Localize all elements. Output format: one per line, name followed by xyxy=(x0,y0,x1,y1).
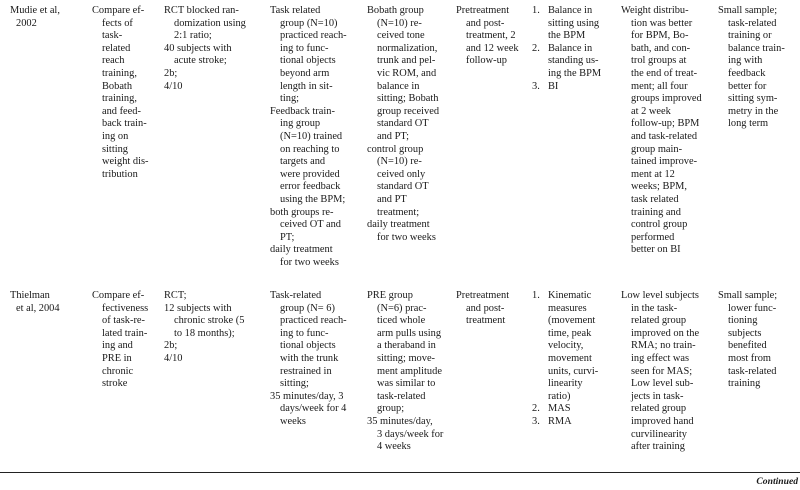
results-line: RMA; no train- xyxy=(631,340,696,352)
measure-item xyxy=(532,5,601,43)
measure-line: units, curvi- xyxy=(548,365,599,377)
comments-line: benefited xyxy=(728,340,767,352)
experimental-line: tional objects xyxy=(280,55,336,67)
experimental-block xyxy=(270,244,347,269)
design-cell xyxy=(164,5,246,93)
purpose-line: ing on xyxy=(102,130,129,142)
control-line: normalization, xyxy=(377,42,438,54)
design-line: 2:1 ratio; xyxy=(174,30,212,42)
experimental-block xyxy=(270,5,347,106)
results-line: tained improve- xyxy=(631,156,698,168)
results-line: and task-related xyxy=(631,130,698,142)
comments-line: sitting sym- xyxy=(728,93,778,105)
control-cell xyxy=(367,5,439,244)
measure-line: time, peak xyxy=(548,327,592,339)
measures-list xyxy=(532,5,601,93)
design-line: domization using xyxy=(174,17,246,29)
comments-line: subjects xyxy=(728,327,762,339)
comments-line: training xyxy=(728,378,761,390)
design-block xyxy=(164,5,246,43)
experimental-cell xyxy=(270,290,347,429)
comments-cell xyxy=(718,290,777,391)
measure-number: 3. xyxy=(532,415,540,427)
comments-line: balance train- xyxy=(728,42,785,54)
results-line: in the task- xyxy=(631,302,678,314)
results-cell xyxy=(621,5,702,257)
experimental-line: sitting; xyxy=(280,378,309,390)
experimental-line: both groups re- xyxy=(270,206,334,218)
design-block xyxy=(164,353,244,366)
results-line: Low level sub- xyxy=(631,378,694,390)
results-line: related group xyxy=(631,403,687,415)
study-line: et al, 2004 xyxy=(16,302,60,314)
study-cell xyxy=(10,290,60,315)
experimental-line: were provided xyxy=(280,168,340,180)
results-line: ment; all four xyxy=(631,80,688,92)
comments-line: ing with xyxy=(728,55,763,67)
study-line: 2002 xyxy=(16,17,37,29)
experimental-line: ing to func- xyxy=(280,42,329,54)
experimental-line: group (N= 6) xyxy=(280,302,335,314)
bottom-rule xyxy=(0,472,800,473)
results-line: Weight distribu- xyxy=(621,5,689,16)
experimental-line: error feedback xyxy=(280,181,341,193)
experimental-line: Feedback train- xyxy=(270,105,335,117)
experimental-line: weeks xyxy=(280,415,306,427)
purpose-line: chronic xyxy=(102,365,134,377)
experimental-line: tional objects xyxy=(280,340,336,352)
experimental-line: with the trunk xyxy=(280,352,339,364)
control-line: 4 weeks xyxy=(377,441,411,453)
control-line: 35 minutes/day, xyxy=(367,415,433,427)
measure-item xyxy=(532,403,598,416)
control-line: for two weeks xyxy=(377,231,436,243)
measure-line: BI xyxy=(548,80,559,92)
assessment-line: treatment xyxy=(466,315,506,327)
design-block xyxy=(164,68,246,81)
results-line: curvilinearity xyxy=(631,428,687,440)
experimental-block xyxy=(270,290,347,391)
control-line: ticed whole xyxy=(377,315,426,327)
measures-cell xyxy=(532,5,601,93)
measure-line: Kinematic xyxy=(548,290,592,301)
experimental-cell xyxy=(270,5,347,269)
measure-item xyxy=(532,290,598,403)
results-line: ment at 12 xyxy=(631,168,675,180)
comments-cell xyxy=(718,5,785,131)
study-line: Thielman xyxy=(10,290,50,301)
results-line: weeks; BPM, xyxy=(631,181,687,193)
control-line: group received xyxy=(377,105,440,117)
experimental-line: for two weeks xyxy=(280,256,339,268)
measure-number: 2. xyxy=(532,403,540,415)
control-block xyxy=(367,416,443,454)
experimental-line: days/week for 4 xyxy=(280,403,347,415)
comments-line: better for xyxy=(728,80,767,92)
control-block xyxy=(367,144,439,220)
results-line: after training xyxy=(631,441,685,453)
comments-line: most from xyxy=(728,352,772,364)
purpose-line: tribution xyxy=(102,168,138,180)
design-line: RCT; xyxy=(164,290,187,301)
results-line: bath, and con- xyxy=(631,42,691,54)
design-line: 2b; xyxy=(164,67,178,79)
measure-number: 3. xyxy=(532,80,540,92)
control-line: ment amplitude xyxy=(377,365,442,377)
purpose-line: related xyxy=(102,42,131,54)
purpose-line: weight dis- xyxy=(102,156,149,168)
control-block xyxy=(367,5,439,144)
assessment-line: follow-up xyxy=(466,55,507,67)
results-line: ing effect was xyxy=(631,352,690,364)
results-line: tion was better xyxy=(631,17,693,29)
experimental-line: daily treatment xyxy=(270,244,333,256)
experimental-line: practiced reach- xyxy=(280,315,347,327)
measure-line: ratio) xyxy=(548,390,571,402)
purpose-line: ing and xyxy=(102,340,133,352)
purpose-line: and feed- xyxy=(102,105,141,117)
control-line: daily treatment xyxy=(367,219,430,231)
experimental-line: Task related xyxy=(270,5,321,16)
purpose-line: PRE in xyxy=(102,352,132,364)
measures-list xyxy=(532,290,598,429)
experimental-line: using the BPM; xyxy=(280,193,346,205)
design-line: 40 subjects with xyxy=(164,42,232,54)
experimental-line: ting; xyxy=(280,93,300,105)
experimental-line: targets and xyxy=(280,156,326,168)
experimental-line: beyond arm xyxy=(280,67,330,79)
design-line: acute stroke; xyxy=(174,55,227,67)
control-line: arm pulls using xyxy=(377,327,442,339)
purpose-line: Compare ef- xyxy=(92,290,145,301)
comments-line: task-related xyxy=(728,365,777,377)
control-line: was similar to xyxy=(377,378,436,390)
results-line: improved on the xyxy=(631,327,700,339)
study-line: Mudie et al, xyxy=(10,5,60,16)
control-line: sitting; move- xyxy=(377,352,436,364)
purpose-line: reach xyxy=(102,55,125,67)
measure-line: the BPM xyxy=(548,30,586,42)
comments-line: training or xyxy=(728,30,772,42)
experimental-line: length in sit- xyxy=(280,80,333,92)
experimental-line: Task-related xyxy=(270,290,322,301)
measure-item xyxy=(532,416,598,429)
experimental-line: 35 minutes/day, 3 xyxy=(270,390,344,402)
control-line: ceived tone xyxy=(377,30,425,42)
comments-line: long term xyxy=(728,118,769,130)
purpose-line: back train- xyxy=(102,118,147,130)
purpose-line: Bobath xyxy=(102,80,133,92)
design-line: to 18 months); xyxy=(174,327,235,339)
experimental-block xyxy=(270,391,347,429)
experimental-line: (N=10) trained xyxy=(280,130,343,142)
design-block xyxy=(164,290,244,303)
results-line: training and xyxy=(631,206,681,218)
results-line: related group xyxy=(631,315,687,327)
experimental-block xyxy=(270,106,347,207)
measure-number: 1. xyxy=(532,290,540,301)
results-line: control group xyxy=(631,219,688,231)
design-line: chronic stroke (5 xyxy=(174,315,245,327)
control-line: and PT; xyxy=(377,130,410,142)
design-line: RCT blocked ran- xyxy=(164,5,239,16)
control-line: balance in xyxy=(377,80,420,92)
measures-cell xyxy=(532,290,598,429)
control-line: standard OT xyxy=(377,118,429,130)
purpose-line: training, xyxy=(102,67,137,79)
results-line: at 2 week xyxy=(631,105,671,117)
results-line: follow-up; BPM xyxy=(631,118,700,130)
purpose-line: sitting xyxy=(102,143,128,155)
control-block xyxy=(367,219,439,244)
experimental-line: ing to func- xyxy=(280,327,329,339)
results-line: task related xyxy=(631,193,679,205)
control-line: (N=10) re- xyxy=(377,17,422,29)
results-line: group main- xyxy=(631,143,683,155)
measure-line: sitting using xyxy=(548,17,600,29)
comments-line: task-related xyxy=(728,17,777,29)
measure-line: movement xyxy=(548,352,592,364)
assessment-line: and post- xyxy=(466,302,505,314)
assessment-line: Pretreatment xyxy=(456,5,510,16)
control-line: control group xyxy=(367,143,424,155)
purpose-line: stroke xyxy=(102,378,128,390)
comments-line: lower func- xyxy=(728,302,777,314)
measure-line: ing the BPM xyxy=(548,67,602,79)
purpose-line: fectiveness xyxy=(102,302,149,314)
design-line: 4/10 xyxy=(164,80,183,92)
design-line: 2b; xyxy=(164,340,178,352)
results-line: better on BI xyxy=(631,244,681,256)
comments-line: metry in the xyxy=(728,105,779,117)
results-line: jects in task- xyxy=(631,390,684,402)
experimental-line: on reaching to xyxy=(280,143,340,155)
assessment-line: Pretreatment xyxy=(456,290,510,301)
purpose-cell xyxy=(92,5,148,181)
control-line: 3 days/week for xyxy=(377,428,444,440)
measure-line: Balance in xyxy=(548,5,593,16)
measure-line: linearity xyxy=(548,378,583,390)
assessment-line: treatment, 2 xyxy=(466,30,516,42)
continued-label: Continued xyxy=(756,476,798,487)
results-line: performed xyxy=(631,231,675,243)
measure-number: 1. xyxy=(532,5,540,16)
control-line: task-related xyxy=(377,390,426,402)
control-line: sitting; Bobath xyxy=(377,93,439,105)
control-block xyxy=(367,290,443,416)
design-block xyxy=(164,340,244,353)
results-line: seen for MAS; xyxy=(631,365,693,377)
results-cell xyxy=(621,290,699,454)
experimental-line: practiced reach- xyxy=(280,30,347,42)
measure-line: measures xyxy=(548,302,587,314)
purpose-cell xyxy=(92,290,148,391)
control-line: a theraband in xyxy=(377,340,436,352)
assessment-cell xyxy=(456,5,519,68)
control-line: group; xyxy=(377,403,405,415)
design-block xyxy=(164,43,246,68)
measure-line: MAS xyxy=(548,403,571,415)
control-line: treatment; xyxy=(377,206,420,218)
measure-line: velocity, xyxy=(548,340,584,352)
study-cell xyxy=(10,5,60,30)
results-line: groups improved xyxy=(631,93,702,105)
purpose-line: task- xyxy=(102,30,123,42)
results-line: trol groups at xyxy=(631,55,687,67)
measure-line: RMA xyxy=(548,415,572,427)
purpose-line: Compare ef- xyxy=(92,5,145,16)
design-block xyxy=(164,303,244,341)
assessment-line: and post- xyxy=(466,17,505,29)
results-line: the end of treat- xyxy=(631,67,698,79)
experimental-line: group (N=10) xyxy=(280,17,338,29)
control-line: (N=6) prac- xyxy=(377,302,427,314)
results-line: improved hand xyxy=(631,415,694,427)
purpose-line: training, xyxy=(102,93,137,105)
control-line: trunk and pel- xyxy=(377,55,436,67)
design-line: 12 subjects with xyxy=(164,302,232,314)
experimental-line: restrained in xyxy=(280,365,332,377)
experimental-line: PT; xyxy=(280,231,295,243)
control-line: and PT xyxy=(377,193,407,205)
results-line: for BPM, Bo- xyxy=(631,30,689,42)
purpose-line: of task-re- xyxy=(102,315,145,327)
comments-line: Small sample; xyxy=(718,5,778,16)
control-line: standard OT xyxy=(377,181,429,193)
comments-line: tioning xyxy=(728,315,758,327)
measure-item xyxy=(532,43,601,81)
control-line: PRE group xyxy=(367,290,413,301)
comments-line: Small sample; xyxy=(718,290,778,301)
assessment-cell xyxy=(456,290,509,328)
measure-item xyxy=(532,81,601,94)
control-line: Bobath group xyxy=(367,5,424,16)
design-cell xyxy=(164,290,244,366)
comments-line: feedback xyxy=(728,67,766,79)
control-line: ceived only xyxy=(377,168,426,180)
measure-line: Balance in xyxy=(548,42,593,54)
purpose-line: fects of xyxy=(102,17,133,29)
design-line: 4/10 xyxy=(164,352,183,364)
experimental-block xyxy=(270,207,347,245)
measure-number: 2. xyxy=(532,42,540,54)
control-cell xyxy=(367,290,443,454)
purpose-line: lated train- xyxy=(102,327,148,339)
measure-line: standing us- xyxy=(548,55,599,67)
control-line: (N=10) re- xyxy=(377,156,422,168)
control-line: vic ROM, and xyxy=(377,67,437,79)
design-block xyxy=(164,81,246,94)
results-line: Low level subjects xyxy=(621,290,699,301)
experimental-line: ing group xyxy=(280,118,321,130)
measure-line: (movement xyxy=(548,315,596,327)
experimental-line: ceived OT and xyxy=(280,219,341,231)
assessment-line: and 12 week xyxy=(466,42,519,54)
